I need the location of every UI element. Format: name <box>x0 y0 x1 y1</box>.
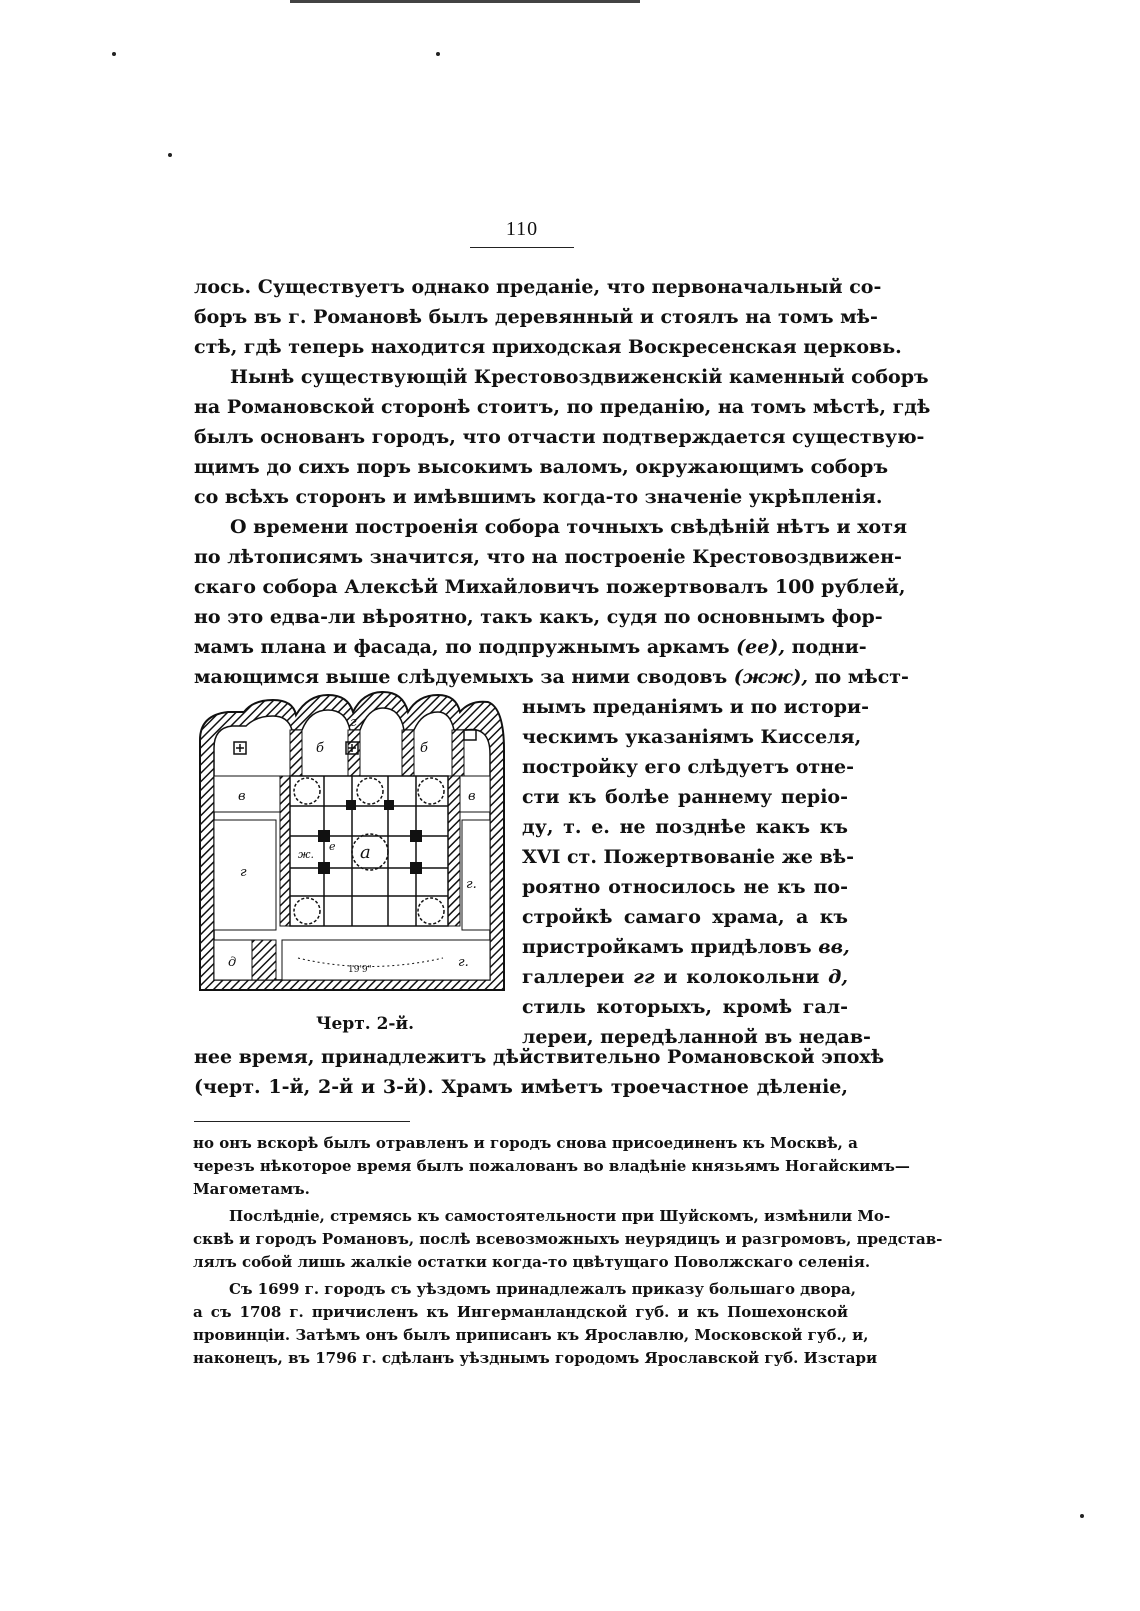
text-fragment: галлереи <box>522 966 625 988</box>
italic-fragment: вв, <box>818 936 850 958</box>
text-line: нымъ преданіямъ и по истори- <box>522 696 870 718</box>
text-line: роятно относилось не къ по- <box>522 876 848 898</box>
page-number: 110 <box>470 218 574 248</box>
wall-left-nave <box>280 776 290 926</box>
text-line: стиль которыхъ, кромѣ гал- <box>522 996 848 1018</box>
text-line: лереи, передѣланной въ недав- <box>522 1026 871 1048</box>
label-g-top: г <box>350 715 357 730</box>
italic-fragment: (ee), <box>736 636 785 658</box>
italic-fragment: (жж), <box>733 666 809 688</box>
text-line: ческимъ указаніямъ Кисселя, <box>522 726 862 748</box>
label-d: д <box>228 955 237 970</box>
text-line: нее время, принадлежитъ дѣйствительно Романовской эпохѣ <box>194 1046 885 1068</box>
label-e: е <box>329 840 336 853</box>
text-line: боръ въ г. Романовѣ былъ деревянный и стоялъ на томъ мѣ- <box>194 306 878 328</box>
text-line: сти къ болѣе раннему періо- <box>522 786 848 808</box>
scan-speck <box>112 52 116 56</box>
bell-tower-wall <box>252 940 276 980</box>
footnote-line: лялъ собой лишь жалкіе остатки когда-то цвѣтущаго Поволжскаго селенія. <box>193 1253 871 1271</box>
text-line: былъ основанъ городъ, что отчасти подтверждается существую- <box>194 426 925 448</box>
text-line: ду, т. е. не позднѣе какъ къ <box>522 816 848 838</box>
text-line: XVI ст. Пожертвованіе же вѣ- <box>522 846 855 868</box>
text-line <box>522 962 848 992</box>
paragraph-3 <box>194 512 909 692</box>
text-line: по лѣтописямъ значится, что на построеніе Крестовоздвижен- <box>194 546 902 568</box>
label-b2: б <box>420 741 428 756</box>
text-line <box>194 662 909 692</box>
text-line: со всѣхъ сторонъ и имѣвшимъ когда-то значеніе укрѣпленія. <box>194 486 883 508</box>
footnotes <box>193 1132 943 1374</box>
text-line: но это едва-ли вѣроятно, такъ какъ, судя по основнымъ фор- <box>194 606 883 628</box>
text-line: лось. Существуетъ однако преданіе, что первоначальный со- <box>194 276 882 298</box>
main-text-lower <box>194 1042 885 1102</box>
footnote-1 <box>193 1132 910 1201</box>
text-line <box>522 932 848 962</box>
footnote-line: Магометамъ. <box>193 1180 310 1198</box>
text-line: щимъ до сихъ поръ высокимъ валомъ, окружающимъ соборъ <box>194 456 889 478</box>
text-line <box>194 632 867 662</box>
footnote-line: черезъ нѣкоторое время былъ пожалованъ во владѣніе князьямъ Ногайскимъ— <box>193 1157 910 1175</box>
room-v-left <box>214 776 280 812</box>
footnote-line: но онъ вскорѣ былъ отравленъ и городъ снова присоединенъ къ Москвѣ, а <box>193 1134 858 1152</box>
text-line: Нынѣ существующій Крестовоздвиженскій каменный соборъ <box>230 366 929 388</box>
label-dimension: 19'9" <box>348 965 372 975</box>
footnote-line: Съ 1699 г. городъ съ уѣздомъ принадлежалъ приказу большаго двора, <box>229 1280 857 1298</box>
floor-plan-figure <box>198 690 508 1000</box>
top-scan-edge <box>290 0 640 3</box>
label-g-bottom: г. <box>458 955 469 970</box>
footnote-2 <box>193 1205 943 1274</box>
footnote-3 <box>193 1278 878 1370</box>
text-line: стѣ, гдѣ теперь находится приходская Воскресенская церковь. <box>194 336 902 358</box>
paragraph-1 <box>194 272 902 362</box>
footnote-line: провинціи. Затѣмъ онъ былъ приписанъ къ Ярославлю, Московской губ., и, <box>193 1326 869 1344</box>
text-fragment: по мѣст- <box>814 666 909 688</box>
main-text-wrap-column <box>522 692 871 1052</box>
footnote-line: наконецъ, въ 1796 г. сдѣланъ уѣзднымъ городомъ Ярославской губ. Изстари <box>193 1349 878 1367</box>
text-line: (черт. 1-й, 2-й и 3-й). Храмъ имѣетъ троечастное дѣленіе, <box>194 1076 848 1098</box>
text-line: стройкѣ самаго храма, а къ <box>522 906 848 928</box>
footnote-divider <box>194 1121 410 1122</box>
label-zh: ж. <box>298 848 315 861</box>
label-b: б <box>316 741 324 756</box>
paragraph-2 <box>194 362 931 512</box>
gallery-right <box>462 820 490 930</box>
label-v: в <box>238 789 246 804</box>
italic-fragment: гг <box>633 966 655 988</box>
main-text-upper <box>194 272 931 692</box>
figure-caption: Черт. 2-й. <box>316 1014 415 1034</box>
text-line: постройку его слѣдуетъ отне- <box>522 756 855 778</box>
text-line: скаго собора Алексѣй Михайловичъ пожертвовалъ 100 рублей, <box>194 576 906 598</box>
text-fragment: и колокольни <box>663 966 820 988</box>
footnote-line: Послѣдніе, стремясь къ самостоятельности при Шуйскомъ, измѣнили Мо- <box>229 1207 891 1225</box>
label-a: а <box>360 842 371 863</box>
footnote-line: сквѣ и городъ Романовъ, послѣ всевозможныхъ неурядицъ и разгромовъ, представ- <box>193 1230 943 1248</box>
text-line: О времени построенія собора точныхъ свѣдѣній нѣтъ и хотя <box>230 516 908 538</box>
footnote-line: а съ 1708 г. причисленъ къ Ингерманландской губ. и къ Пошехонской <box>193 1303 848 1321</box>
wall-right-nave <box>448 776 460 926</box>
text-line: на Романовской сторонѣ стоитъ, по преданію, на томъ мѣстѣ, гдѣ <box>194 396 931 418</box>
text-fragment: пристройкамъ придѣловъ <box>522 936 812 958</box>
label-v2: в <box>468 789 476 804</box>
scan-speck <box>1080 1514 1084 1518</box>
italic-fragment: д, <box>828 966 848 988</box>
scan-speck <box>436 52 440 56</box>
label-g-right: г. <box>466 877 477 892</box>
text-fragment: мамъ плана и фасада, по подпружнымъ аркамъ <box>194 636 730 658</box>
scan-speck <box>168 153 172 157</box>
text-fragment: подни- <box>791 636 867 658</box>
label-g-left: г <box>240 865 247 880</box>
text-fragment: мающимся выше слѣдуемыхъ за ними сводовъ <box>194 666 728 688</box>
